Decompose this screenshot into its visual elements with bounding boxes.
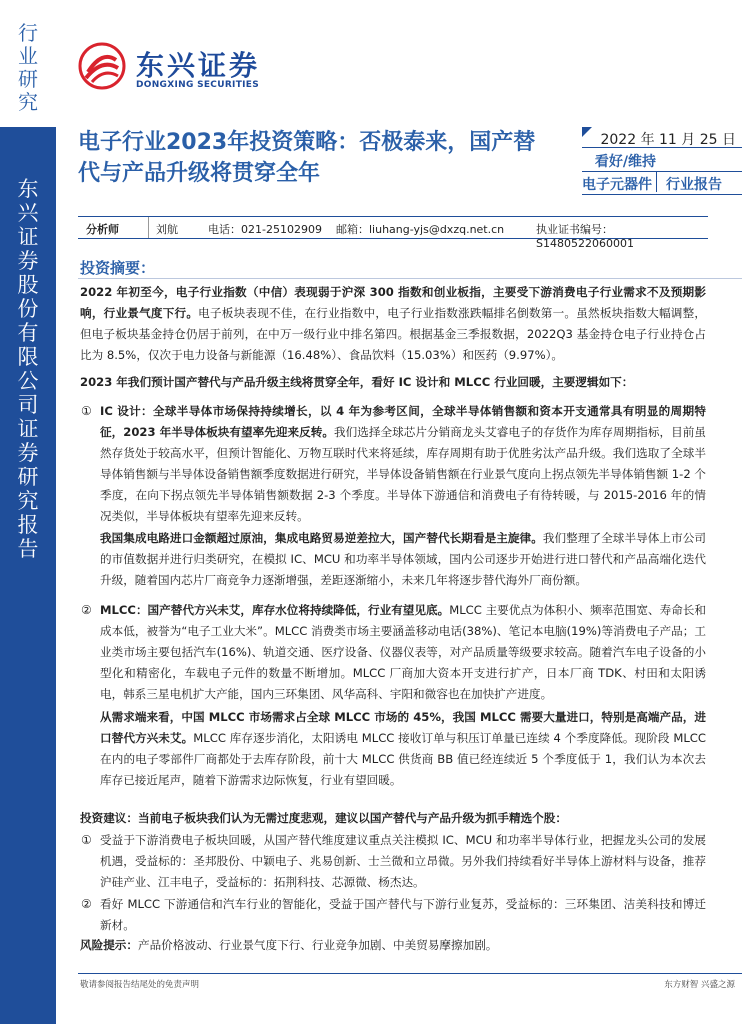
paragraph: [100, 401, 706, 527]
sidebar-char: 司: [17, 393, 39, 417]
divider: [148, 217, 149, 238]
sidebar-char: 研: [17, 465, 39, 489]
logo-mark-icon: [78, 42, 126, 90]
date-corner-icon: [582, 127, 592, 137]
report-date-text: 2022 年 11 月 25 日: [600, 132, 736, 148]
sidebar-char: 份: [17, 297, 39, 321]
list-number: ②: [81, 603, 92, 617]
sidebar-char: 证: [17, 225, 39, 249]
analyst-info: [78, 216, 708, 250]
paragraph-text: 我们选择全球芯片分销商龙头艾睿电子的存货作为库存周期指标，目前虽然存货处于较高水平，但预计智能化、万物互联时代来将延续，库存周期有助于优胜劣汰产品升级。我们选取了全球半导体销售额与半导体设备销售额季度数据进行研究，半导体设备销售额在行业景气度向上拐点领先半导体销售额 1-2 个季度，在向下拐点领先半导体销售额数据 2-3 个季度。半导体下游通信和消费电子有待转暖，与 2015-2016 年的情况类似，半导体板块有望率先迎来反转。: [100, 425, 706, 523]
sidebar-char: 券: [17, 249, 39, 273]
company-logo: [78, 42, 278, 98]
analyst-name: 刘航: [156, 223, 178, 236]
footer-disclaimer: 敬请参阅报告结尾处的免责声明: [80, 980, 200, 990]
paragraph-bold: 风险提示：: [80, 938, 138, 952]
paragraph: [80, 282, 706, 366]
paragraph-bold: 我国集成电路进口金额超过原油，集成电路贸易逆差拉大，国产替代长期看是主旋律。: [100, 531, 543, 545]
sidebar-char: 东: [17, 177, 39, 201]
analyst-label: 分析师: [86, 223, 119, 236]
sidebar-char: 证: [17, 417, 39, 441]
sidebar-company: [0, 127, 56, 1024]
sidebar-char: 报: [17, 513, 39, 537]
analyst-cert: 执业证书编号：S1480522060001: [536, 223, 634, 250]
sidebar: [0, 0, 56, 1024]
sidebar-category: [0, 0, 56, 127]
paragraph-bold: MLCC：国产替代方兴未艾，库存水位将持续降低，行业有望见底。: [100, 603, 450, 617]
paragraph: [100, 707, 706, 791]
sidebar-char: 兴: [17, 201, 39, 225]
paragraph-text: 我们整理了全球半导体上市公司的市值数据并进行归类研究，在模拟 IC、MCU 和功率半导体领域，国内公司逐步开始进行进口替代和产品高端化迭代升级，随着国内芯片厂商竞争力逐渐增强，差距逐渐缩小，未来几年将逐步替代海外厂商份额。: [100, 531, 706, 587]
sidebar-category-text: [14, 22, 42, 114]
paragraph: [100, 600, 706, 705]
divider: [78, 278, 742, 279]
report-date: [582, 127, 742, 147]
paragraph: [80, 372, 706, 393]
paragraph-text: 受益于下游消费电子板块回暖，从国产替代维度建议重点关注模拟 IC、MCU 和功率半导体行业，把握龙头公司的发展机遇，受益标的：圣邦股份、中颖电子、兆易创新、士兰微和立昂微。另外我们持续看好半导体上游材料与设备，推荐沪硅产业、江丰电子，受益标的：拓荆科技、芯源微、杨杰达。: [100, 833, 706, 889]
sidebar-char: 究: [17, 489, 39, 513]
divider: [656, 172, 657, 192]
sidebar-char: 股: [17, 273, 39, 297]
paragraph-text: MLCC 库存逐步消化，太阳诱电 MLCC 接收订单与积压订单量已连续 4 个季度降低。现阶段 MLCC 在内的电子零部件厂商都处于去库存阶段，前十大 MLCC 供货商 BB 值已经连续近 5 个季度低于 1，我们认为本次去库存已接近尾声，随着下游需求边际恢复，行业有望回暖。: [100, 731, 706, 787]
paragraph-text: 产品价格波动、行业景气度下行、行业竞争加剧、中美贸易摩擦加剧。: [137, 938, 498, 952]
paragraph: [100, 528, 706, 591]
paragraph-bold: IC 设计：全球半导体市场保持持续增长，以 4 年为参考区间，全球半导体销售额和资本开支通常具有明显的周期特征，2023 年半导体板块有望率先迎来反转。: [100, 404, 706, 439]
paragraph-text: MLCC 主要优点为体积小、频率范围宽、寿命长和成本低，被誉为“电子工业大米”。MLCC 消费类市场主要涵盖移动电话(38%)、笔记本电脑(19%)等消费电子产品；工业类市场主要包括汽车(16%)、轨道交通、医疗设备、仪器仪表等，对产品质量等级要求较高。随着汽车电子设备的小型化和精密化，车载电子元件的数量不断增加。MLCC 厂商加大资本开支进行扩产，日本厂商 TDK、村田和太阳诱电，韩系三星电机扩大产能，国内三环集团、风华高科、宇阳和微容也在加快扩产进度。: [100, 603, 706, 701]
paragraph: [100, 830, 706, 893]
sidebar-char: 告: [17, 537, 39, 561]
analyst-email: 邮箱：liuhang-yjs@dxzq.net.cn: [336, 223, 505, 236]
paragraph-text: 电子板块表现不佳，在行业指数中，电子行业指数涨跌幅排名倒数第一。虽然板块指数大幅调整，但电子板块基金持仓仍居于前列，在中万一级行业中排名第四。根据基金三季报数据，2022Q3 基金持仓电子行业持仓占比为 8.5%，仅次于电力设备与新能源（16.48%）、食品饮料（15.03%）和医药（9.97%）。: [80, 306, 706, 362]
summary-heading: 投资摘要：: [80, 259, 156, 277]
sidebar-char: 行: [18, 21, 38, 45]
list-number: ②: [81, 897, 92, 911]
sidebar-char: 有: [17, 321, 39, 345]
tag-industry: 电子元器件: [582, 177, 652, 193]
paragraph: [80, 808, 706, 829]
sidebar-char: 研: [18, 67, 38, 91]
sidebar-char: 限: [17, 345, 39, 369]
logo-en-text: DONGXING SECURITIES: [136, 80, 260, 90]
sidebar-char: 公: [17, 369, 39, 393]
rating-text: 看好/维持: [594, 154, 656, 170]
paragraph: [80, 935, 706, 956]
list-number: ①: [81, 404, 92, 418]
paragraph-bold: 2022 年初至今，电子行业指数（中信）表现弱于沪深 300 指数和创业板指，主要受下游消费电子行业需求不及预期影响，行业景气度下行。: [80, 285, 706, 320]
sidebar-char: 券: [17, 441, 39, 465]
analyst-phone: 电话：021-25102909: [208, 223, 322, 236]
report-tags: [582, 172, 742, 194]
paragraph-bold: 从需求端来看，中国 MLCC 市场需求占全球 MLCC 市场的 45%，我国 MLCC 需要大量进口，特别是高端产品，进口替代方兴未艾。: [100, 710, 706, 745]
paragraph-bold: 投资建议：当前电子板块我们认为无需过度悲观，建议以国产替代与产品升级为抓手精选个股：: [80, 811, 567, 825]
rating: [582, 149, 742, 171]
report-title: 电子行业2023年投资策略：否极泰来，国产替代与产品升级将贯穿全年: [78, 130, 536, 186]
divider: [582, 194, 742, 195]
footer-slogan: 东方财智 兴盛之源: [664, 980, 735, 990]
paragraph: [100, 894, 706, 936]
divider: [582, 147, 742, 148]
logo-cn-text: 东兴证券: [136, 49, 261, 82]
paragraph-bold: 2023 年我们预计国产替代与产品升级主线将贯穿全年，看好 IC 设计和 MLCC 行业回暖，主要逻辑如下：: [80, 375, 634, 389]
sidebar-char: 业: [18, 44, 38, 68]
tag-type: 行业报告: [666, 177, 722, 193]
paragraph-text: 看好 MLCC 下游通信和汽车行业的智能化，受益于国产替代与下游行业复苏，受益标的：三环集团、洁美科技和博迁新材。: [100, 897, 706, 932]
sidebar-char: 究: [18, 90, 38, 114]
divider: [78, 973, 742, 974]
sidebar-company-text: [14, 177, 42, 561]
list-number: ①: [81, 833, 92, 847]
